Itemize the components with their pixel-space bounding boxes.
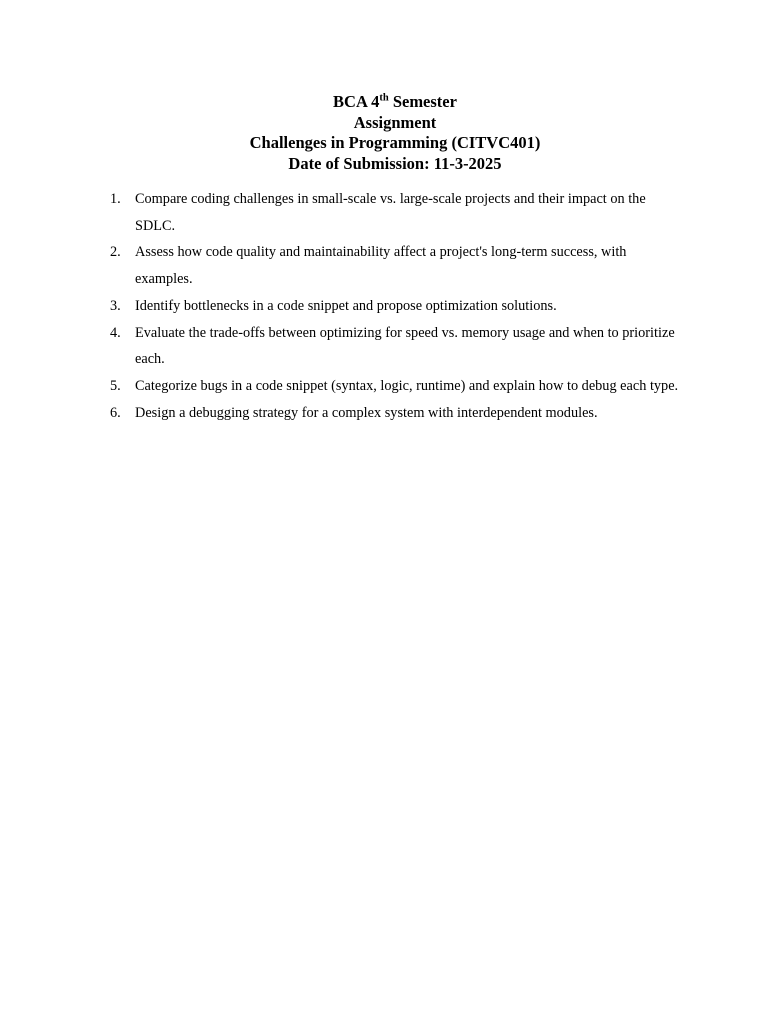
list-item — [106, 239, 682, 292]
list-item — [106, 373, 682, 400]
question-text: Assess how code quality and maintainability affect a project's long-term success, with examples. — [135, 244, 627, 288]
course-suffix: Semester — [388, 92, 457, 111]
course-superscript: th — [379, 92, 389, 104]
list-item — [106, 400, 682, 427]
submission-date: Date of Submission: 11-3-2025 — [288, 153, 502, 173]
question-text: Design a debugging strategy for a complex system with interdependent modules. — [135, 404, 598, 421]
subject-title: Challenges in Programming (CITVC401) — [249, 133, 541, 152]
question-text: Evaluate the trade-offs between optimizing for speed vs. memory usage and when to prioritize each. — [135, 324, 675, 368]
course-prefix: BCA 4 — [333, 92, 380, 111]
list-item — [106, 186, 682, 239]
course-title — [0, 92, 768, 113]
question-number: 5. — [110, 377, 121, 394]
question-text: Categorize bugs in a code snippet (syntax, logic, runtime) and explain how to debug each type. — [135, 377, 679, 394]
question-number: 4. — [110, 324, 121, 341]
question-number: 6. — [110, 404, 121, 421]
question-text: Compare coding challenges in small-scale vs. large-scale projects and their impact on the SDLC. — [135, 191, 646, 234]
list-item — [106, 293, 682, 320]
question-number: 1. — [110, 191, 121, 207]
question-number: 3. — [110, 297, 121, 314]
assignment-label: Assignment — [353, 112, 437, 132]
list-item — [106, 320, 682, 373]
question-number: 2. — [110, 244, 121, 261]
question-text: Identify bottlenecks in a code snippet and propose optimization solutions. — [135, 297, 557, 314]
document-header — [0, 92, 768, 174]
question-list — [106, 186, 682, 426]
